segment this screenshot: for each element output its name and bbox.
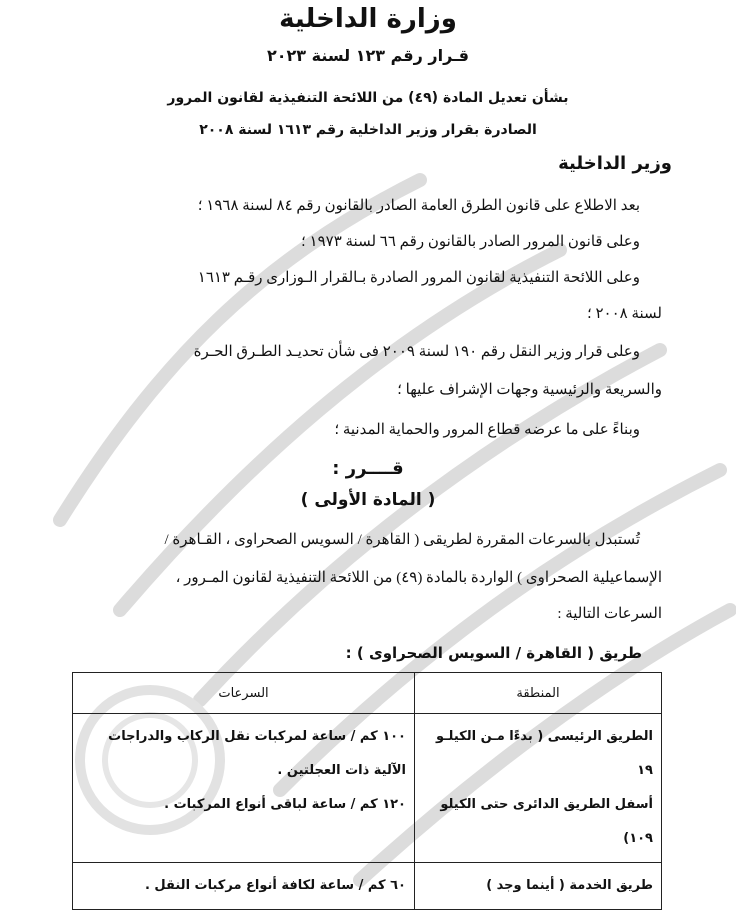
subject-line-1: بشأن تعديل المادة (٤٩) من اللائحة التنفيذية لقانون المرور (167, 90, 569, 106)
preamble-line-7: وبناءً على ما عرضه قطاع المرور والحماية المدنية ؛ (334, 422, 640, 438)
decree-number: قـرار رقم ١٢٣ لسنة ٢٠٢٣ (267, 46, 469, 65)
preamble-line-6: والسريعة والرئيسية وجهات الإشراف عليها ؛ (397, 382, 662, 398)
article-text-line-3: السرعات التالية : (557, 606, 662, 622)
speed-cell (73, 863, 415, 910)
column-header-speeds: السرعات (73, 673, 415, 714)
column-header-region: المنطقة (415, 673, 662, 714)
region-text: طريق الخدمة ( أينما وجد ) (486, 878, 653, 893)
article-text-line-2: الإسماعيلية الصحراوى ) الواردة بالمادة (٤٩) من اللائحة التنفيذية لقانون المـرور ، (175, 570, 662, 586)
table-row (73, 863, 662, 910)
minister-heading: وزير الداخلية (558, 153, 672, 174)
preamble-line-1: بعد الاطلاع على قانون الطرق العامة الصادر بالقانون رقم ٨٤ لسنة ١٩٦٨ ؛ (197, 198, 640, 214)
region-cell (415, 863, 662, 910)
region-cell (415, 714, 662, 863)
speed-limits-table (72, 672, 662, 910)
article-text-line-1: تُستبدل بالسرعات المقررة لطريقى ( القاهرة / السويس الصحراوى ، القـاهرة / (164, 532, 640, 548)
speed-cell (73, 714, 415, 863)
preamble-line-3: وعلى اللائحة التنفيذية لقانون المرور الصادرة بـالقرار الـوزارى رقـم ١٦١٣ (197, 270, 640, 286)
region-text: أسفل الطريق الدائرى حتى الكيلو ١٠٩) (440, 797, 653, 846)
road-title: طريق ( القاهرة / السويس الصحراوى ) : (345, 644, 642, 662)
table-header-row (73, 673, 662, 714)
preamble-line-5: وعلى قرار وزير النقل رقم ١٩٠ لسنة ٢٠٠٩ فى شأن تحديـد الطـرق الحـرة (193, 344, 640, 360)
article-heading: ( المادة الأولى ) (300, 490, 436, 510)
speed-text: ١٠٠ كم / ساعة لمركبات نقل الركاب والدراجات (108, 729, 406, 744)
decides-heading: قــــرر : (332, 458, 404, 479)
preamble-line-4: لسنة ٢٠٠٨ ؛ (586, 306, 662, 322)
speed-text: الآلية ذات العجلتين . (277, 763, 406, 778)
table-row (73, 714, 662, 863)
region-text: الطريق الرئيسى ( بدءًا مـن الكيلـو ١٩ (435, 729, 653, 778)
speed-text: ١٢٠ كم / ساعة لباقى أنواع المركبات . (164, 797, 406, 812)
ministry-title: وزارة الداخلية (279, 4, 457, 34)
speed-text: ٦٠ كم / ساعة لكافة أنواع مركبات النقل . (144, 878, 406, 893)
subject-line-2: الصادرة بقرار وزير الداخلية رقم ١٦١٣ لسنة ٢٠٠٨ (199, 122, 537, 138)
preamble-line-2: وعلى قانون المرور الصادر بالقانون رقم ٦٦ لسنة ١٩٧٣ ؛ (301, 234, 640, 250)
